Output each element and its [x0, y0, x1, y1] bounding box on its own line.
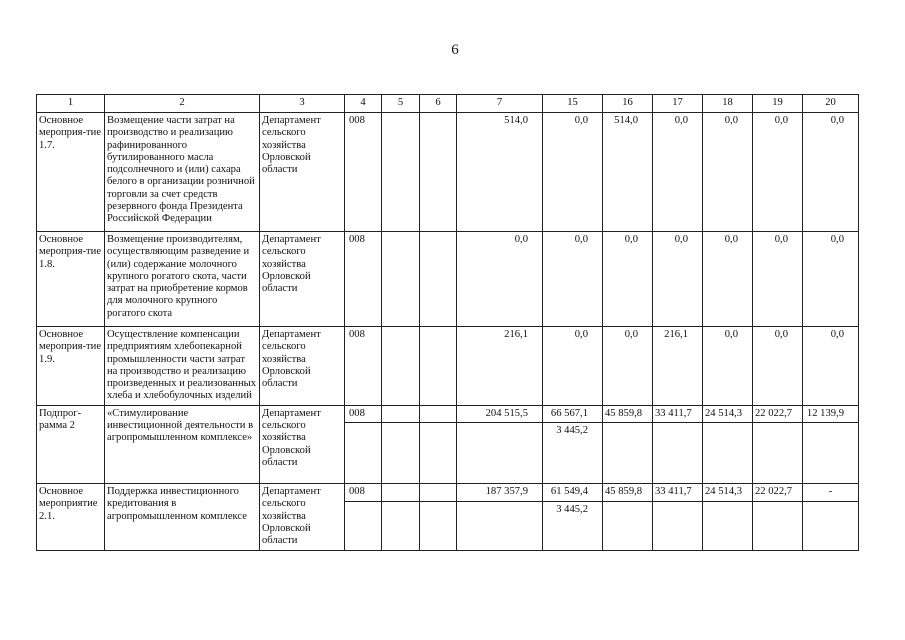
table-row — [37, 405, 859, 422]
page-number: 6 — [451, 42, 459, 58]
col-header: 20 — [803, 95, 859, 113]
col-header: 1 — [37, 95, 105, 113]
cell-16: 45 859,8 — [603, 405, 653, 422]
cell-16-sub — [603, 501, 653, 550]
header-row — [37, 95, 859, 113]
cell-15: 66 567,1 — [543, 405, 603, 422]
cell-6 — [420, 232, 457, 327]
cell-20-sub — [803, 423, 859, 484]
cell-19: 0,0 — [753, 232, 803, 327]
cell-6 — [420, 405, 457, 422]
cell-18: 0,0 — [703, 232, 753, 327]
cell-17: 0,0 — [653, 232, 703, 327]
cell-19-sub — [753, 423, 803, 484]
budget-code: 008 — [345, 113, 382, 232]
cell-5 — [382, 327, 420, 406]
cell-20-sub — [803, 501, 859, 550]
cell-7: 216,1 — [457, 327, 543, 406]
cell-5 — [382, 113, 420, 232]
cell-20: 0,0 — [803, 327, 859, 406]
col-header: 18 — [703, 95, 753, 113]
cell-16: 0,0 — [603, 327, 653, 406]
cell-5-sub — [382, 501, 420, 550]
executor: Департамент сельского хозяйства Орловской области — [260, 405, 345, 483]
cell-6-sub — [420, 423, 457, 484]
activity-description: «Стимулирование инвестиционной деятельности в агропромышленном комплексе» — [105, 405, 260, 483]
activity-description: Поддержка инвестиционного кредитования в агропромышленном комплексе — [105, 484, 260, 550]
cell-7: 187 357,9 — [457, 484, 543, 502]
cell-18: 0,0 — [703, 327, 753, 406]
cell-15: 0,0 — [543, 113, 603, 232]
cell-4-sub — [345, 423, 382, 484]
col-header: 4 — [345, 95, 382, 113]
cell-7: 0,0 — [457, 232, 543, 327]
activity-name: Подпрог-рамма 2 — [37, 405, 105, 483]
col-header: 5 — [382, 95, 420, 113]
activity-description: Возмещение части затрат на производство и реализацию рафинированного бутилированного масла подсолнечного и (или) сахара белого в организации розничной торговли за счет средств резервного фонда Президента Российской Федерации — [105, 113, 260, 232]
col-header: 3 — [260, 95, 345, 113]
cell-6 — [420, 484, 457, 502]
executor: Департамент сельского хозяйства Орловской области — [260, 232, 345, 327]
cell-19: 22 022,7 — [753, 484, 803, 502]
cell-17: 33 411,7 — [653, 484, 703, 502]
col-header: 17 — [653, 95, 703, 113]
executor: Департамент сельского хозяйства Орловской области — [260, 484, 345, 550]
col-header: 7 — [457, 95, 543, 113]
activity-name: Основное мероприя-тие 1.7. — [37, 113, 105, 232]
cell-19-sub — [753, 501, 803, 550]
table-row — [37, 327, 859, 406]
budget-code: 008 — [345, 484, 382, 502]
cell-7-sub — [457, 501, 543, 550]
cell-7: 514,0 — [457, 113, 543, 232]
col-header: 15 — [543, 95, 603, 113]
cell-17-sub — [653, 501, 703, 550]
executor: Департамент сельского хозяйства Орловской области — [260, 327, 345, 406]
cell-16-sub — [603, 423, 653, 484]
cell-6 — [420, 113, 457, 232]
cell-18-sub — [703, 423, 753, 484]
budget-code: 008 — [345, 232, 382, 327]
cell-15-sub: 3 445,2 — [543, 423, 603, 484]
cell-15: 0,0 — [543, 327, 603, 406]
activity-name: Основное мероприя-тие 1.9. — [37, 327, 105, 406]
table-row — [37, 484, 859, 502]
activity-name: Основное мероприятие 2.1. — [37, 484, 105, 550]
col-header: 19 — [753, 95, 803, 113]
cell-15: 61 549,4 — [543, 484, 603, 502]
cell-18: 24 514,3 — [703, 484, 753, 502]
cell-19: 0,0 — [753, 327, 803, 406]
budget-table — [36, 94, 859, 551]
col-header: 6 — [420, 95, 457, 113]
cell-16: 45 859,8 — [603, 484, 653, 502]
cell-20: 12 139,9 — [803, 405, 859, 422]
cell-18: 0,0 — [703, 113, 753, 232]
cell-15: 0,0 — [543, 232, 603, 327]
col-header: 2 — [105, 95, 260, 113]
cell-20: - — [803, 484, 859, 502]
cell-6-sub — [420, 501, 457, 550]
cell-19: 0,0 — [753, 113, 803, 232]
col-header: 16 — [603, 95, 653, 113]
table-row — [37, 232, 859, 327]
cell-5 — [382, 484, 420, 502]
cell-20: 0,0 — [803, 232, 859, 327]
cell-5 — [382, 405, 420, 422]
cell-17: 0,0 — [653, 113, 703, 232]
budget-code: 008 — [345, 405, 382, 422]
activity-description: Возмещение производителям, осуществляющим разведение и (или) содержание молочного крупного рогатого скота, части затрат на приобретение кормов для молочного крупного рогатого скота — [105, 232, 260, 327]
cell-20: 0,0 — [803, 113, 859, 232]
cell-17-sub — [653, 423, 703, 484]
activity-description: Осуществление компенсации предприятиям хлебопекарной промышленности части затрат на производство и реализацию произведенных и реализованных хлеба и хлебобулочных изделий — [105, 327, 260, 406]
cell-4-sub — [345, 501, 382, 550]
cell-7-sub — [457, 423, 543, 484]
cell-5 — [382, 232, 420, 327]
cell-17: 33 411,7 — [653, 405, 703, 422]
executor: Департамент сельского хозяйства Орловской области — [260, 113, 345, 232]
cell-15-sub: 3 445,2 — [543, 501, 603, 550]
cell-16: 0,0 — [603, 232, 653, 327]
activity-name: Основное мероприя-тие 1.8. — [37, 232, 105, 327]
budget-code: 008 — [345, 327, 382, 406]
cell-7: 204 515,5 — [457, 405, 543, 422]
table-row — [37, 113, 859, 232]
cell-17: 216,1 — [653, 327, 703, 406]
cell-18-sub — [703, 501, 753, 550]
cell-18: 24 514,3 — [703, 405, 753, 422]
cell-5-sub — [382, 423, 420, 484]
cell-6 — [420, 327, 457, 406]
cell-16: 514,0 — [603, 113, 653, 232]
cell-19: 22 022,7 — [753, 405, 803, 422]
